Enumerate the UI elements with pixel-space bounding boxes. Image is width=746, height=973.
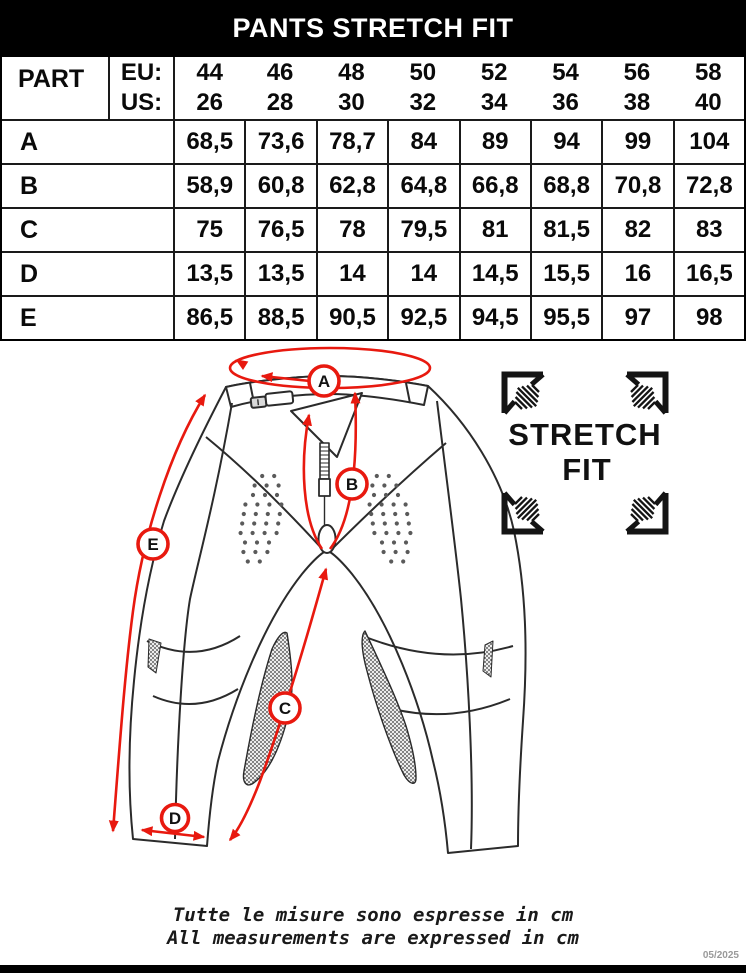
part-label: C [2, 207, 173, 251]
size-column-header: 56 38 [623, 59, 651, 116]
part-label: A [2, 119, 173, 163]
size-value: 89 [459, 119, 530, 163]
svg-text:A: A [317, 372, 331, 391]
marker-c [270, 693, 300, 723]
size-value: 98 [673, 295, 744, 339]
size-column-header: 44 26 [173, 57, 244, 119]
size-column-header: 58 40 [694, 59, 722, 116]
svg-text:FIT: FIT [562, 452, 612, 487]
part-label: B [2, 163, 173, 207]
size-column-header: 54 36 [552, 59, 579, 116]
svg-text:B: B [345, 475, 359, 494]
marker-a [309, 366, 339, 396]
svg-text:D: D [168, 809, 182, 828]
size-value: 90,5 [316, 295, 387, 339]
svg-text:E: E [147, 535, 159, 554]
size-value: 60,8 [244, 163, 315, 207]
size-value: 64,8 [387, 163, 458, 207]
size-value: 62,8 [316, 163, 387, 207]
size-value: 94,5 [459, 295, 530, 339]
size-value: 99 [601, 119, 672, 163]
size-value: 97 [601, 295, 672, 339]
part-label: E [2, 295, 173, 339]
size-value: 76,5 [244, 207, 315, 251]
size-column-header: 46 28 [266, 59, 294, 116]
measurement-notes [0, 904, 746, 950]
size-column-header: 48 30 [338, 59, 365, 116]
size-value: 14,5 [459, 251, 530, 295]
size-value: 14 [387, 251, 458, 295]
size-column-header: 52 34 [480, 59, 508, 116]
size-value: 16,5 [673, 251, 744, 295]
size-value: 13,5 [244, 251, 315, 295]
size-value: 58,9 [173, 163, 244, 207]
size-value: 86,5 [173, 295, 244, 339]
size-value: 79,5 [387, 207, 458, 251]
size-table [0, 57, 746, 341]
part-label: D [2, 251, 173, 295]
size-value: 82 [601, 207, 672, 251]
size-value: 95,5 [530, 295, 601, 339]
marker-e [138, 529, 168, 559]
size-value: 73,6 [244, 119, 315, 163]
size-value: 78,7 [316, 119, 387, 163]
page-title: PANTS STRETCH FIT [0, 0, 746, 57]
region-labels: EU: US: [108, 57, 173, 119]
size-value: 16 [601, 251, 672, 295]
size-value: 81,5 [530, 207, 601, 251]
size-value: 81 [459, 207, 530, 251]
footer-bar [0, 965, 746, 973]
size-value: 104 [673, 119, 744, 163]
size-value: 66,8 [459, 163, 530, 207]
size-value: 13,5 [173, 251, 244, 295]
svg-text:C: C [278, 699, 292, 718]
size-value: 68,8 [530, 163, 601, 207]
size-column-header: 50 32 [409, 59, 437, 116]
revision-date: 05/2025 [702, 950, 739, 961]
size-value: 68,5 [173, 119, 244, 163]
size-value: 78 [316, 207, 387, 251]
stretch-fit-logo [505, 375, 666, 532]
size-value: 72,8 [673, 163, 744, 207]
marker-b [337, 469, 367, 499]
note-english: All measurements are expressed in cm [167, 927, 579, 949]
size-value: 14 [316, 251, 387, 295]
svg-text:STRETCH: STRETCH [508, 417, 662, 452]
size-value: 15,5 [530, 251, 601, 295]
size-value: 75 [173, 207, 244, 251]
size-value: 70,8 [601, 163, 672, 207]
size-value: 84 [387, 119, 458, 163]
pants-outline [129, 376, 525, 853]
part-column-header: PART [18, 65, 85, 93]
size-value: 83 [673, 207, 744, 251]
size-value: 94 [530, 119, 601, 163]
note-italian: Tutte le misure sono espresse in cm [172, 904, 574, 926]
marker-d [162, 805, 189, 832]
pants-diagram [0, 341, 746, 905]
size-value: 88,5 [244, 295, 315, 339]
size-value: 92,5 [387, 295, 458, 339]
